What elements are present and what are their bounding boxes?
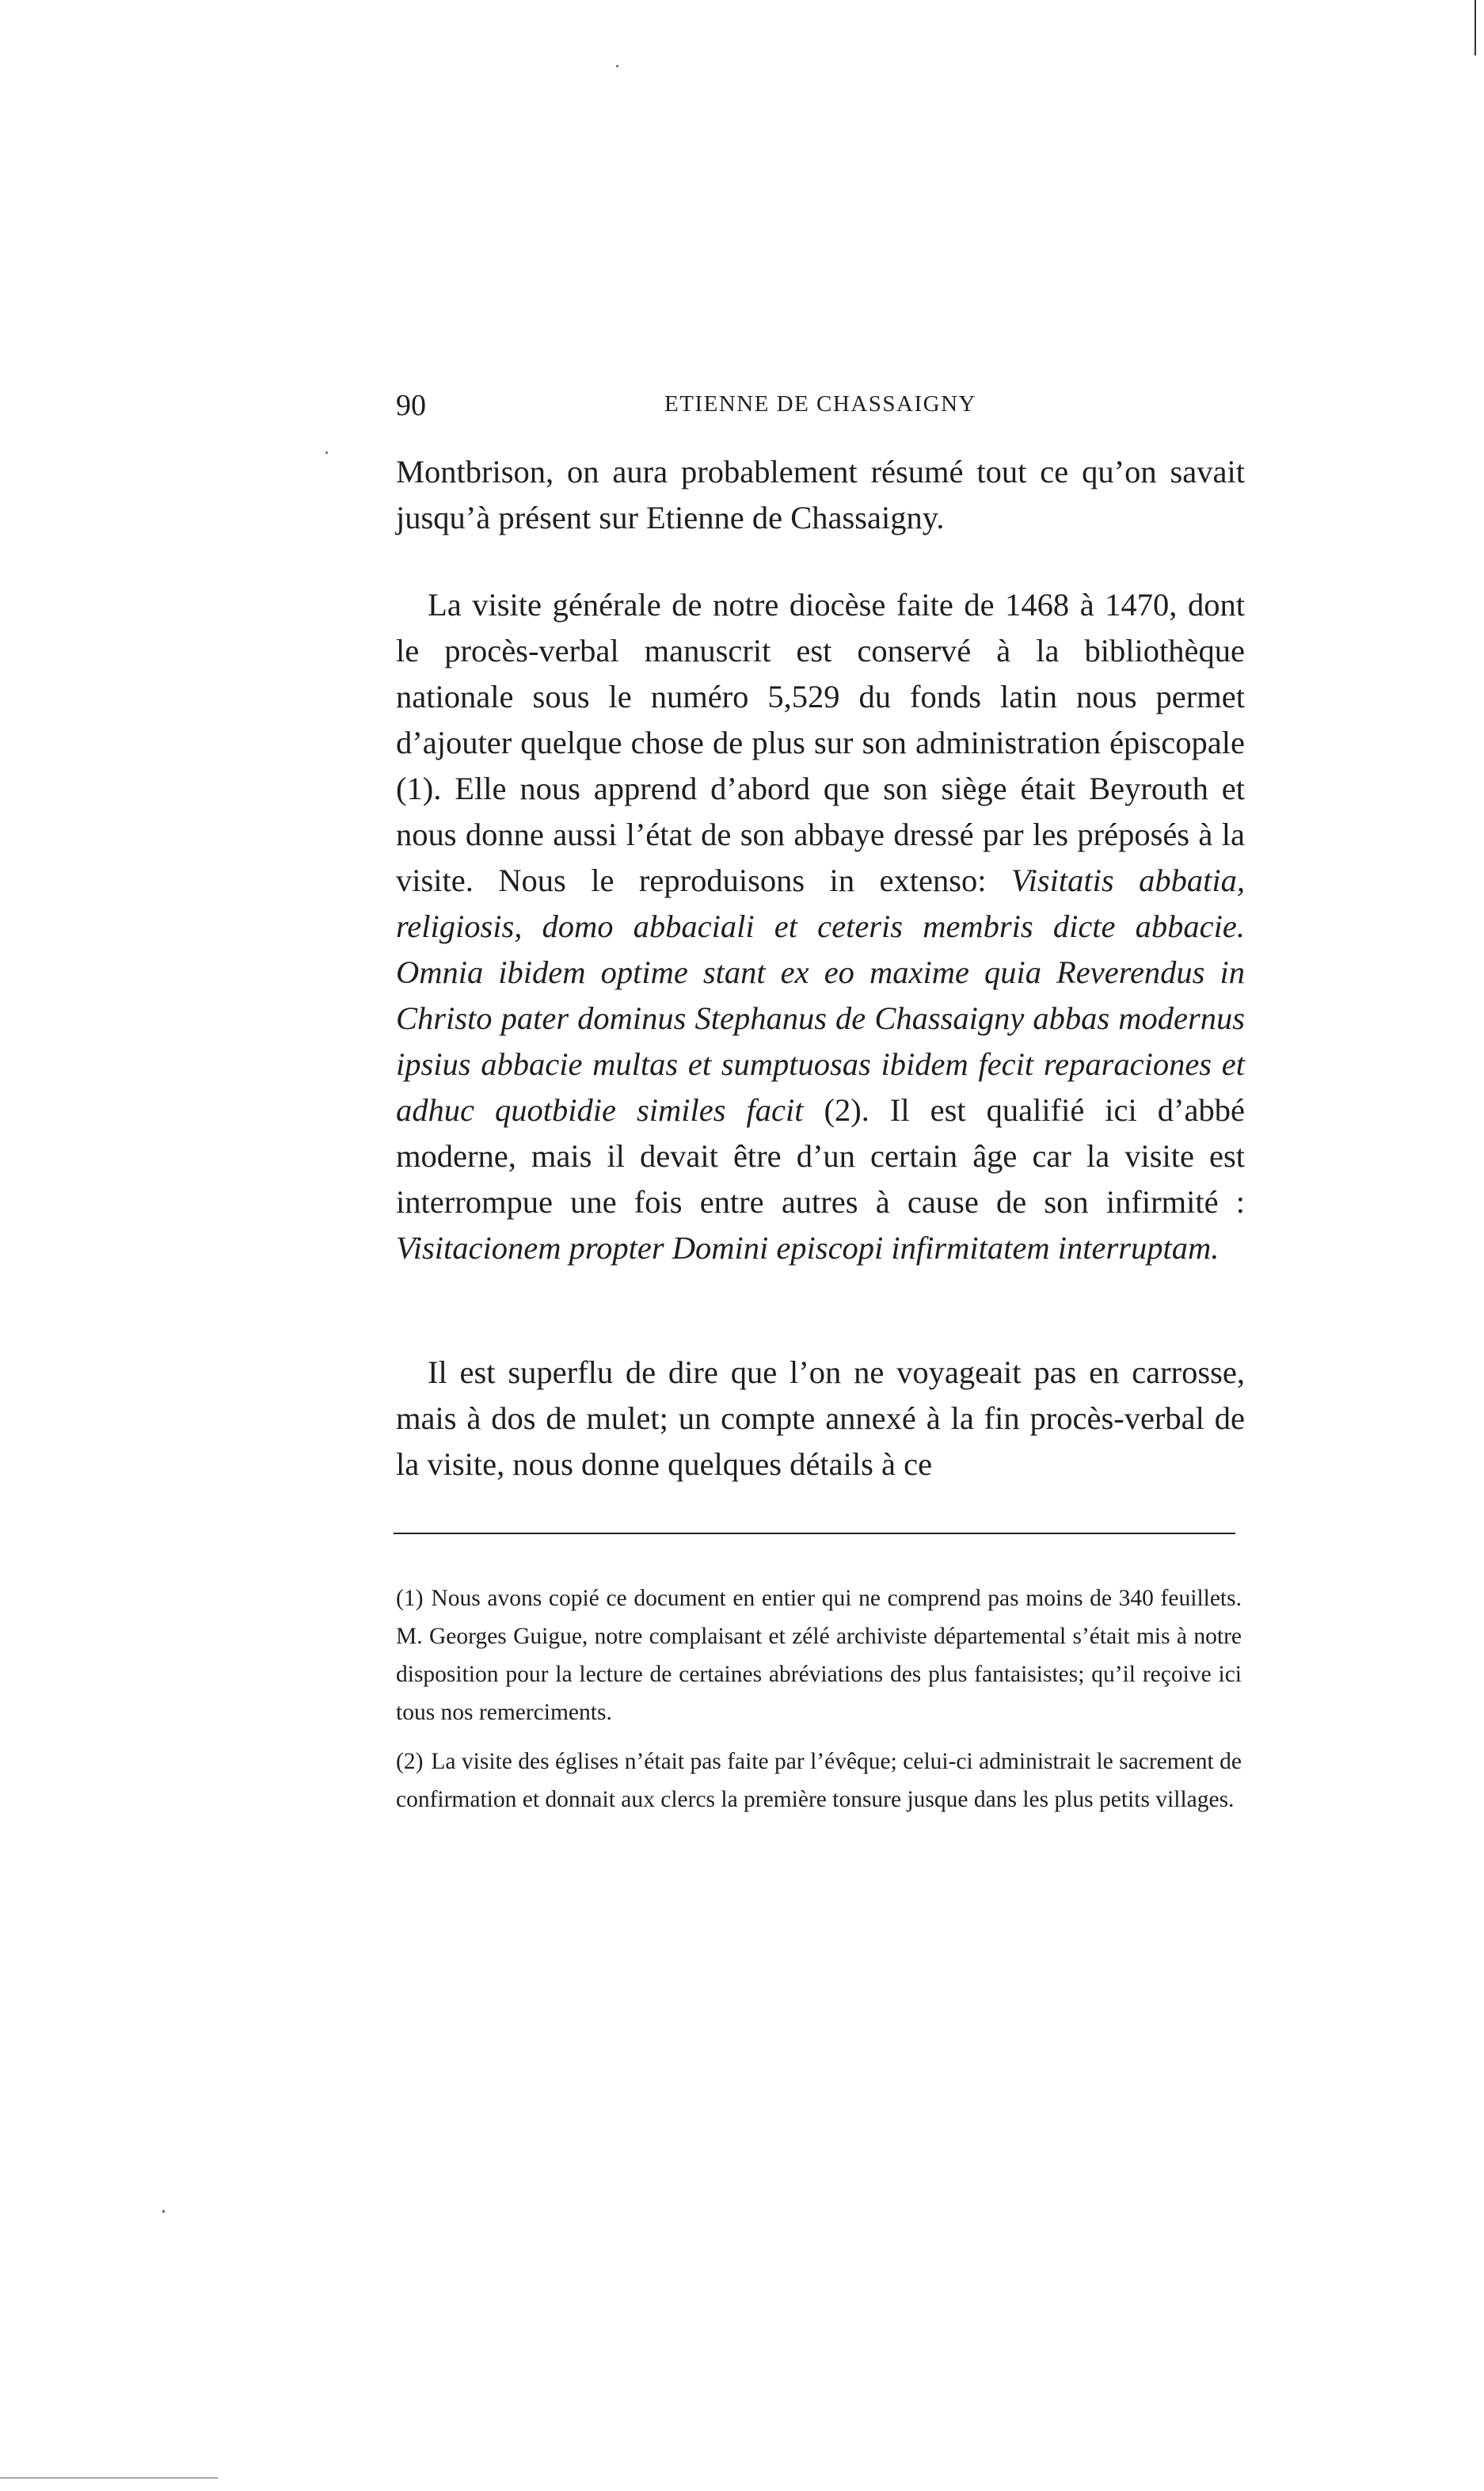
paragraph-text: Il est superflu de dire que l’on ne voyageait pas en carrosse, mais à dos de mulet; un compte annexé à la fin procès-verbal de la visite, nous donne quelques détails à ce xyxy=(396,1354,1245,1482)
footnote-1 xyxy=(396,1579,1242,1731)
running-title: ETIENNE DE CHASSAIGNY xyxy=(664,391,976,417)
page-header xyxy=(396,388,1245,428)
paragraph-text: Montbrison, on aura probablement résumé tout ce qu’on savait jusqu’à présent sur Etienne de Chassaigny. xyxy=(396,454,1245,535)
footnote-marker: (1) xyxy=(396,1586,424,1611)
footnotes xyxy=(396,1579,1242,1819)
page-number: 90 xyxy=(396,389,426,422)
footnote-marker: (2) xyxy=(396,1749,424,1774)
ink-speck xyxy=(325,451,328,454)
footnote-separator xyxy=(394,1533,1235,1534)
latin-quotation: Visitatis abbatia, religiosis, domo abbaciali et ceteris membris dicte abbacie. Omnia ibidem optime stant ex eo maxime quia Reverendus in Christo pater dominus Stephanus de Chassaigny abbas modernus ipsius abbacie multas et sumptuosas ibidem fecit reparaciones et adhuc quotbidie similes facit xyxy=(396,863,1245,1128)
paragraph-text xyxy=(396,582,1245,1271)
footnote-2 xyxy=(396,1743,1242,1819)
footnote-text: La visite des églises n’était pas faite par l’évêque; celui-ci administrait le sacrement de confirmation et donnait aux clercs la première tonsure jusque dans les plus petits villages. xyxy=(396,1749,1242,1812)
body-paragraph-1 xyxy=(396,449,1245,541)
ink-speck xyxy=(616,65,618,67)
latin-quotation: Visitacionem propter Domini episcopi infirmitatem interruptam. xyxy=(396,1230,1220,1266)
paragraph-text-part: La visite générale de notre diocèse faite de 1468 à 1470, dont le procès-verbal manuscrit est conservé à la bibliothèque nationale sous le numéro 5,529 du fonds latin nous permet d’ajouter quelque chose de plus sur son administration épiscopale (1). Elle nous apprend d’abord que son siège était Beyrouth et nous donne aussi l’état de son abbaye dressé par les préposés à la visite. Nous le reproduisons in extenso: xyxy=(396,587,1245,898)
body-paragraph-3 xyxy=(396,1350,1245,1487)
footnote-text: Nous avons copié ce document en entier qui ne comprend pas moins de 340 feuillets. M. Georges Guigue, notre complaisant et zélé archiviste départemental s’était mis à notre disposition pour la lecture de certaines abréviations des plus fantaisistes; qu’il reçoive ici tous nos remerciments. xyxy=(396,1586,1242,1725)
ink-speck xyxy=(162,2210,165,2213)
body-paragraph-2 xyxy=(396,582,1245,1271)
paragraph-text-part: (2). Il est qualifié ici d’abbé moderne, mais il devait être d’un certain âge car la visite est interrompue une fois entre autres à cause de son infirmité : xyxy=(396,1092,1245,1220)
page-edge-mark xyxy=(1474,0,1476,55)
